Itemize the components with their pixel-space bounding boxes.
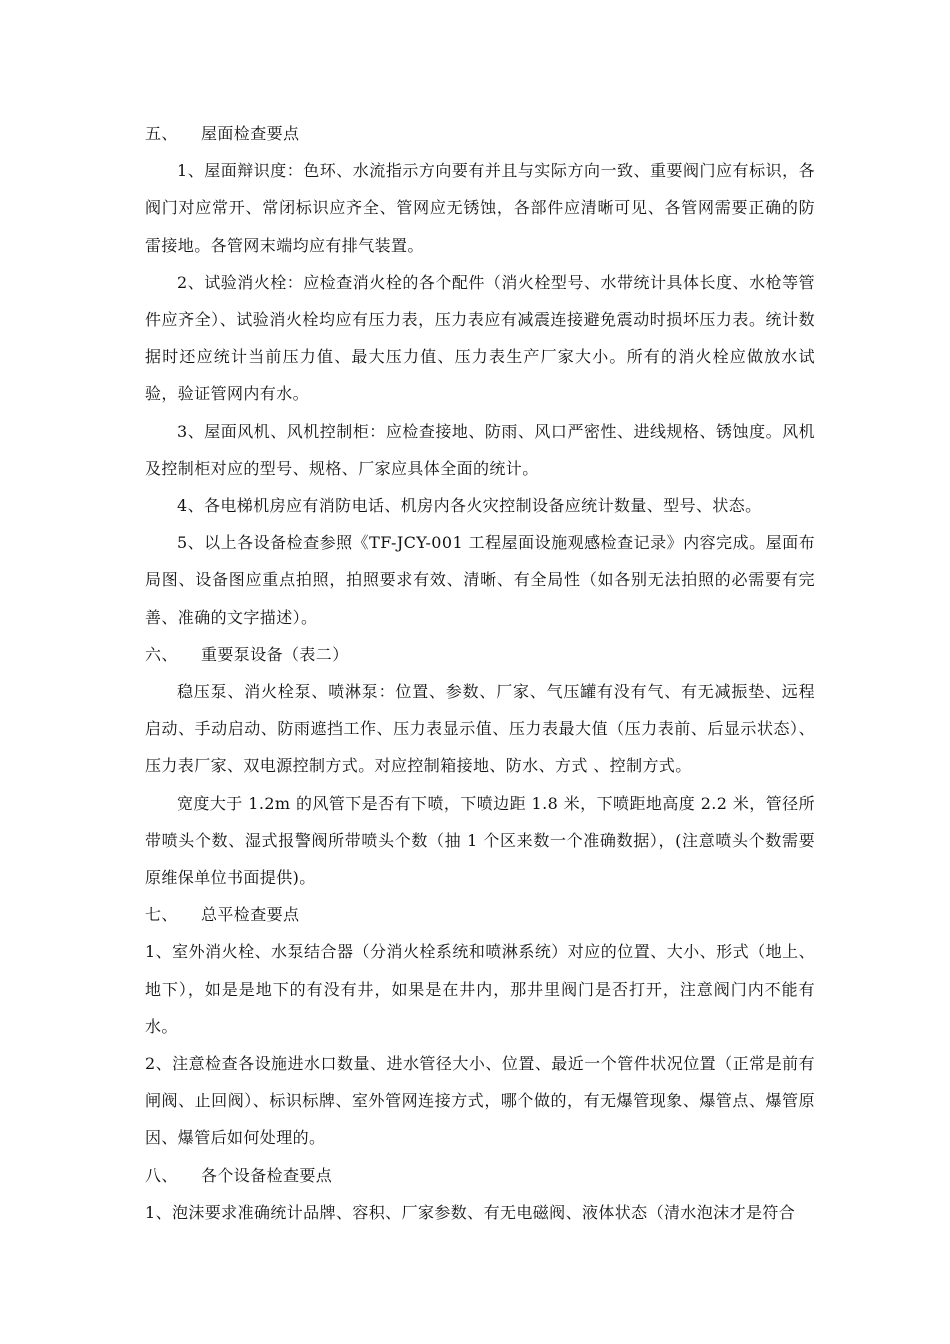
document-body xyxy=(145,115,815,1231)
paragraph: 宽度大于 1.2m 的风管下是否有下喷，下喷边距 1.8 米，下喷距地高度 2.2 米，管径所带喷头个数、湿式报警阀所带喷头个数（抽 1 个区来数一个准确数据），(注意喷头个数需要原维保单位书面提供)。 xyxy=(145,793,815,888)
paragraph: 1、屋面辩识度：色环、水流指示方向要有并且与实际方向一致、重要阀门应有标识，各阀门对应常开、常闭标识应齐全、管网应无锈蚀，各部件应清晰可见、各管网需要正确的防雷接地。各管网末端均应有排气装置。 xyxy=(145,161,815,255)
section-site-plan xyxy=(145,896,815,1156)
paragraph: 5、以上各设备检查参照《TF-JCY-001 工程屋面设施观感检查记录》内容完成。屋面布局图、设备图应重点拍照，拍照要求有效、清晰、有全局性（如各别无法拍照的必需要有完善、准确的文字描述）。 xyxy=(145,533,815,627)
section-title: 屋面检查要点 xyxy=(201,124,300,143)
section-title: 总平检查要点 xyxy=(201,905,300,925)
paragraph: 2、注意检查各设施进水口数量、进水管径大小、位置、最近一个管件状况位置（正常是前有闸阀、止回阀）、标识标牌、室外管网连接方式，哪个做的，有无爆管现象、爆管点、爆管原因、爆管后如何处理的。 xyxy=(145,1054,815,1148)
paragraph: 1、室外消火栓、水泵结合器（分消火栓系统和喷淋系统）对应的位置、大小、形式（地上、地下），如是是地下的有没有井，如果是在井内，那井里阀门是否打开，注意阀门内不能有水。 xyxy=(145,942,815,1036)
section-title: 各个设备检查要点 xyxy=(201,1165,333,1185)
paragraph: 稳压泵、消火栓泵、喷淋泵：位置、参数、厂家、气压罐有没有气、有无减振垫、远程启动、手动启动、防雨遮挡工作、压力表显示值、压力表最大值（压力表前、后显示状态）、压力表厂家、双电源控制方式。对应控制箱接地、防水、方式 、控制方式。 xyxy=(145,682,815,776)
section-heading xyxy=(145,636,815,673)
section-roof xyxy=(145,115,815,636)
section-number: 七、 xyxy=(145,905,178,925)
section-number: 五、 xyxy=(145,124,178,143)
section-title: 重要泵设备（表二） xyxy=(201,644,349,664)
section-heading xyxy=(145,115,815,152)
section-heading xyxy=(145,1157,815,1194)
paragraph: 2、试验消火栓：应检查消火栓的各个配件（消火栓型号、水带统计具体长度、水枪等管件应齐全）、试验消火栓均应有压力表，压力表应有减震连接避免震动时损坏压力表。统计数据时还应统计当前压力值、最大压力值、压力表生产厂家大小。所有的消火栓应做放水试验，验证管网内有水。 xyxy=(145,272,815,404)
section-number: 六、 xyxy=(145,644,178,664)
paragraph: 4、各电梯机房应有消防电话、机房内各火灾控制设备应统计数量、型号、状态。 xyxy=(177,496,762,516)
paragraph: 1、泡沫要求准确统计品牌、容积、厂家参数、有无电磁阀、液体状态（清水泡沫才是符合 xyxy=(145,1202,796,1222)
paragraph: 3、屋面风机、风机控制柜：应检查接地、防雨、风口严密性、进线规格、锈蚀度。风机及控制柜对应的型号、规格、厂家应具体全面的统计。 xyxy=(145,421,815,478)
section-heading xyxy=(145,896,815,933)
section-equipment xyxy=(145,1157,815,1231)
section-pumps xyxy=(145,636,815,896)
section-number: 八、 xyxy=(145,1165,178,1185)
